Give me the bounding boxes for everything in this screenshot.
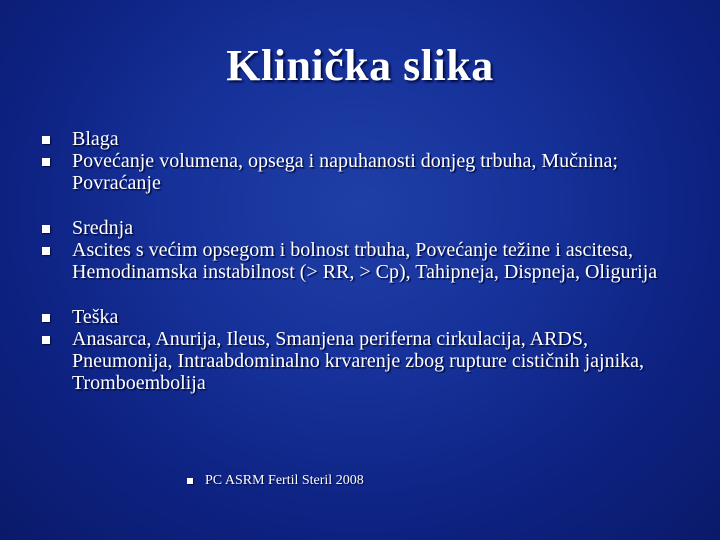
square-bullet-icon [42, 136, 50, 144]
list-item-blaga-heading [40, 128, 690, 150]
list-item-srednja-symptoms [40, 239, 690, 283]
severity-heading: Blaga [72, 128, 119, 150]
severity-heading: Teška [72, 306, 119, 328]
square-bullet-icon [42, 225, 50, 233]
reference-note [187, 473, 364, 489]
symptoms-text: Anasarca, Anurija, Ileus, Smanjena periferna cirkulacija, ARDS, Pneumonija, Intraabdominalno krvarenje zbog rupture cističnih jajnika, Tromboembolija [72, 328, 645, 394]
reference-text: PC ASRM Fertil Steril 2008 [205, 473, 364, 488]
severity-heading: Srednja [72, 217, 134, 239]
slide-title: Klinička slika [226, 41, 494, 90]
bullet-list [40, 128, 690, 394]
square-bullet-icon [42, 336, 50, 344]
square-bullet-icon [42, 158, 50, 166]
list-item-srednja-heading [40, 217, 690, 239]
list-item-teska-heading [40, 306, 690, 328]
square-bullet-icon [42, 314, 50, 322]
list-item-teska-symptoms [40, 328, 690, 394]
symptoms-text: Ascites s većim opsegom i bolnost trbuha, Povećanje težine i ascitesa, Hemodinamska instabilnost (> RR, > Cp), Tahipneja, Dispneja, Oligurija [72, 239, 658, 283]
symptoms-text: Povećanje volumena, opsega i napuhanosti donjeg trbuha, Mučnina; Povraćanje [72, 150, 618, 194]
square-bullet-icon [42, 247, 50, 255]
square-bullet-icon [187, 478, 193, 484]
list-item-blaga-symptoms [40, 150, 690, 194]
